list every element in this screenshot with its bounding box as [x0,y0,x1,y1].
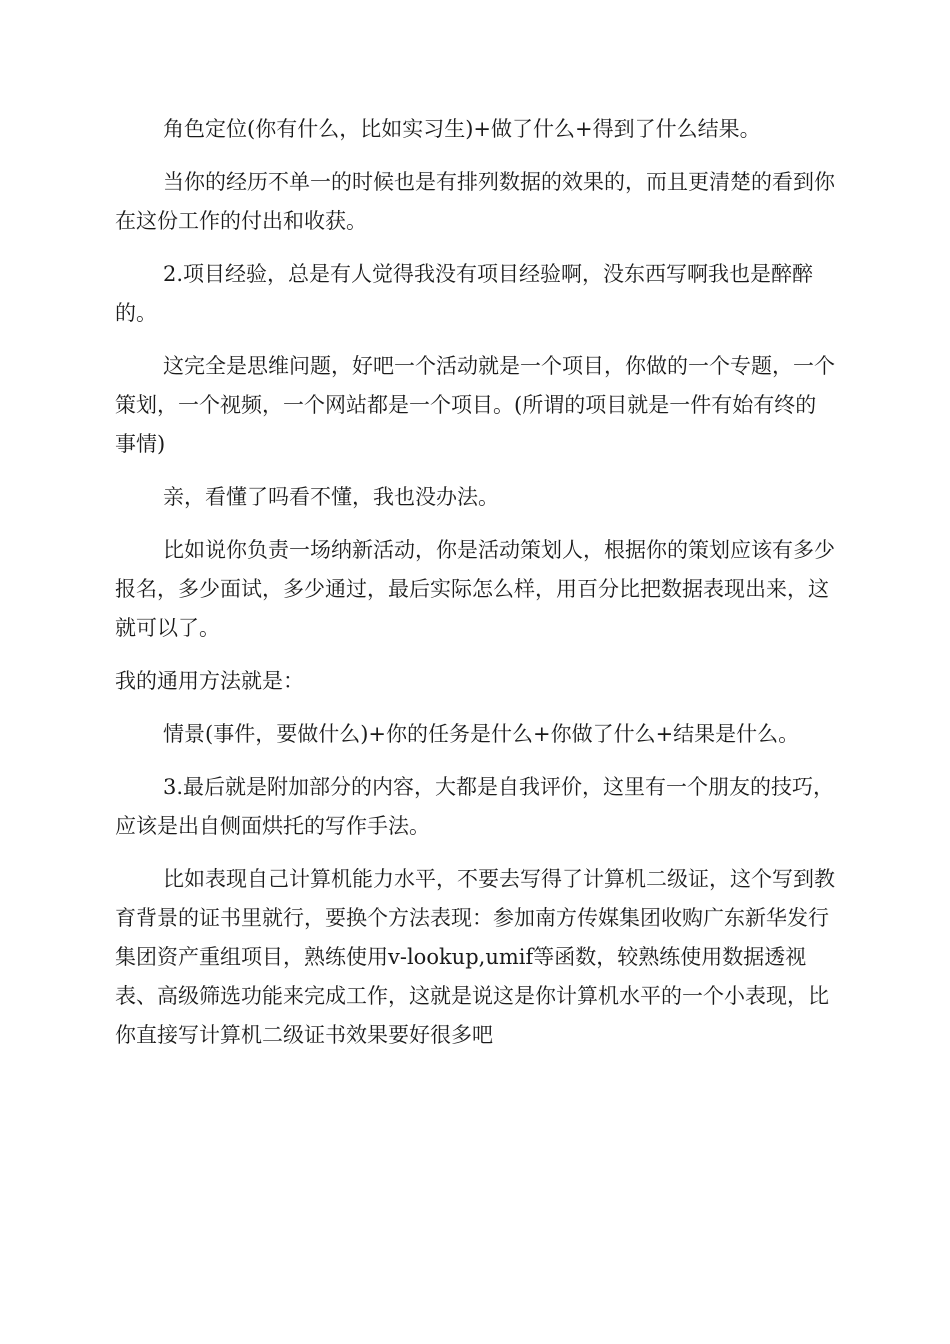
paragraph-role-positioning: 角色定位(你有什么，比如实习生)+做了什么+得到了什么结果。 [163,117,761,141]
paragraph-mindset: 这完全是思维问题，好吧一个活动就是一个项目，你做的一个专题，一个策划，一个视频，一个网站都是一个项目。(所谓的项目就是一件有始有终的事情) [115,354,835,456]
paragraph-understand: 亲，看懂了吗看不懂，我也没办法。 [163,485,499,509]
paragraph-computer-skills: 比如表现自己计算机能力水平，不要去写得了计算机二级证，这个写到教育背景的证书里就行，要换个方法表现：参加南方传媒集团收购广东新华发行集团资产重组项目，熟练使用v-lookup,umif等函数，较熟练使用数据透视表、高级筛选功能来完成工作，这就是说这是你计算机水平的一个小表现，比你直接写计算机二级证书效果要好很多吧 [115,867,835,1047]
paragraph-project-experience: 2.项目经验，总是有人觉得我没有项目经验啊，没东西写啊我也是醉醉的。 [115,262,814,325]
paragraph-example-recruitment: 比如说你负责一场纳新活动，你是活动策划人，根据你的策划应该有多少报名，多少面试，多少通过，最后实际怎么样，用百分比把数据表现出来，这就可以了。 [115,538,835,640]
paragraph-multiple-experiences: 当你的经历不单一的时候也是有排列数据的效果的，而且更清楚的看到你在这份工作的付出和收获。 [115,170,835,233]
document-body [115,110,835,1069]
paragraph-general-method: 我的通用方法就是： [115,669,304,693]
paragraph-additional-section: 3.最后就是附加部分的内容，大都是自我评价，这里有一个朋友的技巧，应该是出自侧面烘托的写作手法。 [115,775,835,838]
paragraph-star-method: 情景(事件，要做什么)+你的任务是什么+你做了什么+结果是什么。 [163,722,800,746]
